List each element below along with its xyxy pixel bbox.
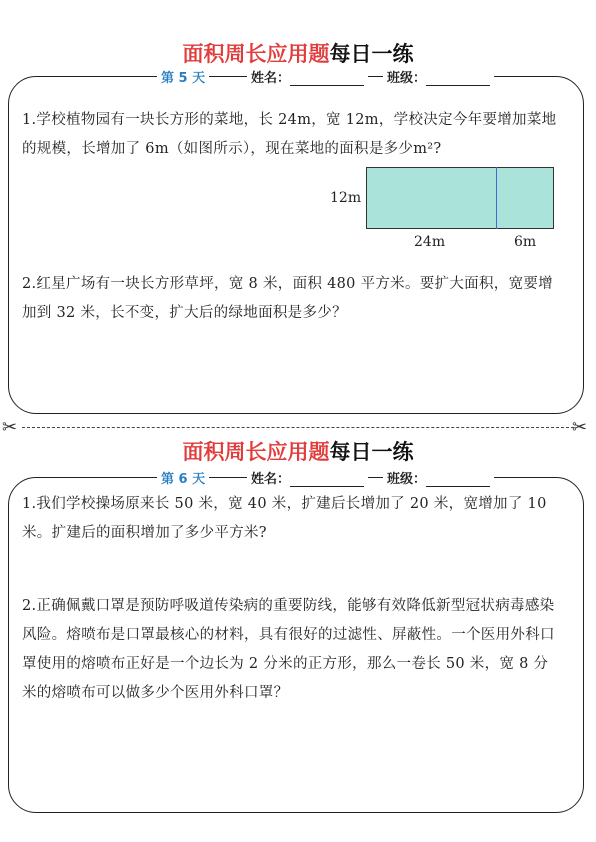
question-1-day6: 1.我们学校操场原来长 50 米，宽 40 米，扩建后长增加了 20 米，宽增加了 10 米。扩建后的面积增加了多少平方米? xyxy=(22,496,547,541)
title-black-part: 每日一练 xyxy=(329,440,414,464)
title-red-part: 面积周长应用题 xyxy=(182,440,330,464)
height-label: 12m xyxy=(330,190,362,206)
class-label: 班级： xyxy=(387,71,427,86)
question-1-day5: 1.学校植物园有一块长方形的菜地，长 24m，宽 12m，学校决定今年要增加菜地的规模，长增加了 6m（如图所示），现在菜地的面积是多少m²? xyxy=(22,112,557,157)
day-label: 第 5 天 xyxy=(157,67,209,86)
name-label: 姓名： xyxy=(251,71,291,86)
class-field[interactable] xyxy=(383,468,494,487)
question-2-day6: 2.正确佩戴口罩是预防呼吸道传染病的重要防线，能够有效降低新型冠状病毒感染风险。熔喷布是口罩最核心的材料，具有很好的过滤性、屏蔽性。一个医用外科口罩使用的熔喷布正好是一个边长为 2 分米的正方形，那么一卷长 50 米，宽 8 分米的熔喷布可以做多少个医用外科口罩？ xyxy=(22,598,555,701)
cut-line xyxy=(22,427,574,428)
garden-rectangle xyxy=(366,167,554,229)
scissor-icon: ✂ xyxy=(572,417,588,438)
title-red-part: 面积周长应用题 xyxy=(182,42,330,66)
page-title-top xyxy=(0,38,596,68)
class-field[interactable] xyxy=(383,67,494,86)
question-2-day5: 2.红星广场有一块长方形草坪，宽 8 米，面积 480 平方米。要扩大面积，宽要增加到 32 米，长不变，扩大后的绿地面积是多少？ xyxy=(22,276,553,321)
page-title-bottom xyxy=(0,436,596,466)
name-field[interactable] xyxy=(247,67,368,86)
info-line xyxy=(9,468,583,490)
name-label: 姓名： xyxy=(251,472,291,487)
added-length-label: 6m xyxy=(514,234,537,250)
class-label: 班级： xyxy=(387,472,427,487)
title-black-part: 每日一练 xyxy=(329,42,414,66)
info-line xyxy=(9,67,583,89)
extension-divider xyxy=(496,167,497,229)
garden-diagram xyxy=(366,167,554,229)
name-field[interactable] xyxy=(247,468,368,487)
scissor-icon: ✂ xyxy=(2,417,18,438)
day-label: 第 6 天 xyxy=(157,468,209,487)
length-label: 24m xyxy=(414,234,446,250)
